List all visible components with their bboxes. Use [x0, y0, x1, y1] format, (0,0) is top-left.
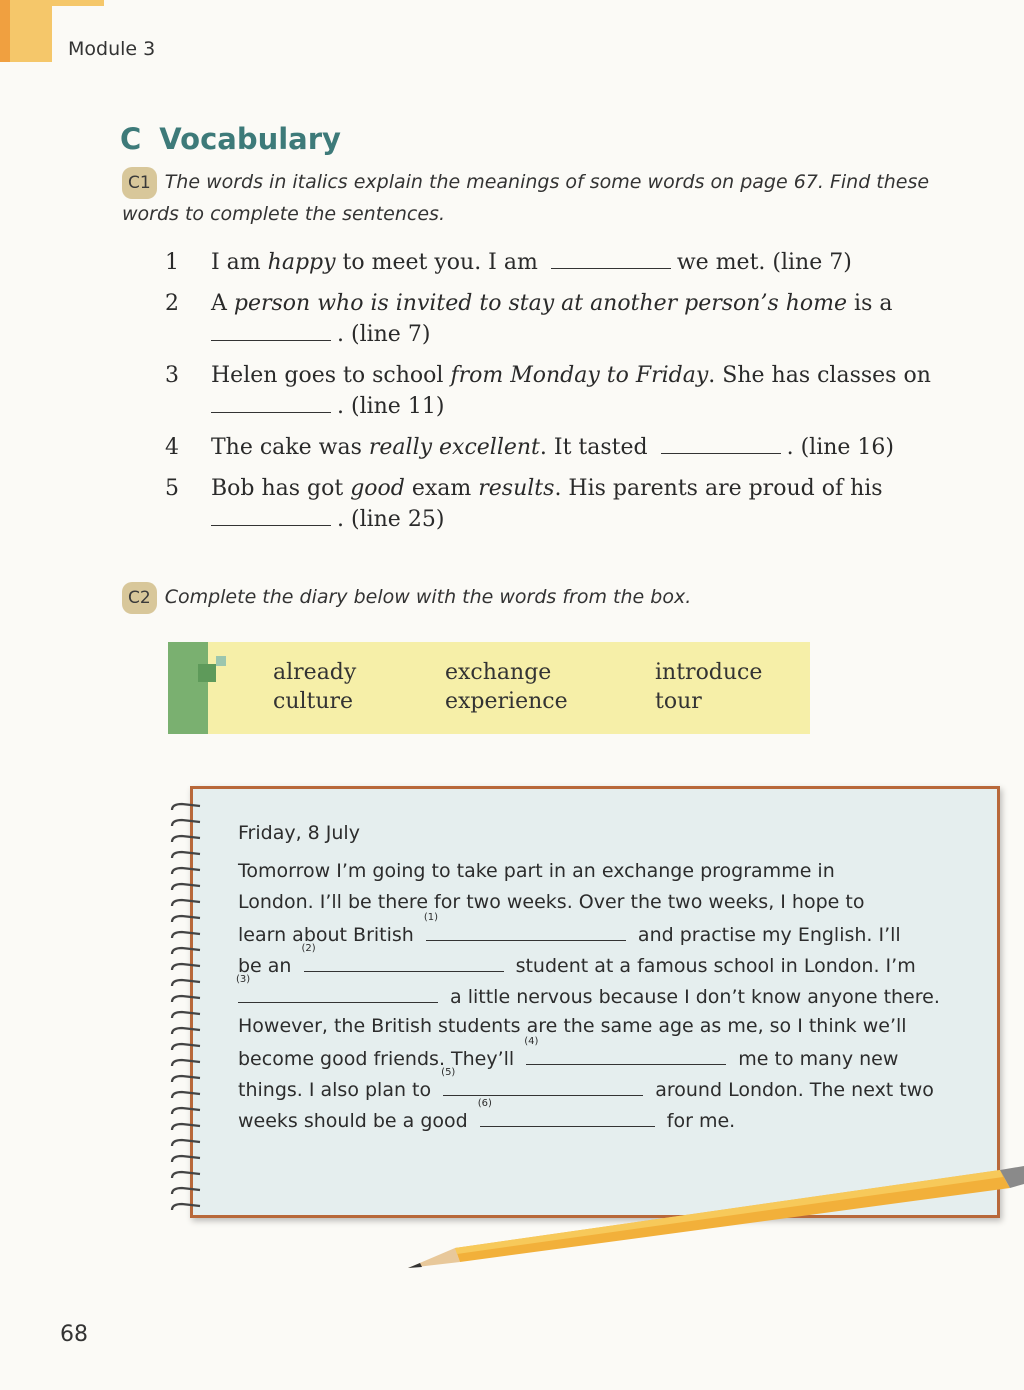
module-label: Module 3 — [68, 38, 156, 60]
spiral-coil — [172, 868, 200, 874]
exercise-item-5 — [165, 473, 965, 535]
line-reference: . (line 11) — [337, 394, 445, 419]
blank-number: (3) — [236, 974, 251, 985]
diary-line — [238, 943, 958, 980]
section-letter: C — [120, 122, 142, 156]
c1-instruction — [122, 167, 982, 229]
section-heading: Vocabulary — [159, 122, 341, 156]
spiral-coil — [172, 884, 200, 890]
exercise-number: 3 — [165, 363, 179, 388]
word-exchange: exchange — [445, 660, 552, 685]
italic-word: person who is invited to stay at another person’s home — [233, 291, 848, 316]
c1-badge: C1 — [122, 167, 157, 199]
diary-line-part: weeks should be a good — [238, 1110, 468, 1132]
diary-line — [238, 1036, 958, 1073]
diary-line — [238, 1067, 958, 1104]
c2-instruction — [122, 582, 982, 614]
diary-line: London. I’ll be there for two weeks. Over the two weeks, I hope to — [238, 891, 865, 913]
diary-line-part: things. I also plan to — [238, 1079, 432, 1101]
c1-instruction-text: The words in italics explain the meanings of some words on page 67. Find these words to complete the sentences. — [122, 171, 930, 225]
blank-number: (1) — [423, 912, 439, 923]
spiral-coil — [172, 1028, 200, 1034]
diary-blank-2[interactable] — [301, 943, 504, 972]
c2-badge: C2 — [122, 582, 157, 614]
exercise-text-part: A — [211, 291, 234, 316]
spiral-coil — [172, 916, 200, 922]
diary-line-part: be an — [238, 955, 292, 977]
spiral-coil — [172, 804, 200, 810]
word-box-small-square-icon — [216, 656, 226, 666]
spiral-coil — [172, 1172, 200, 1178]
exercise-text-part: Bob has got — [211, 476, 351, 501]
spiral-coil — [172, 1188, 200, 1194]
spiral-coil — [172, 1124, 200, 1130]
diary-line-part: around London. The next two — [655, 1079, 934, 1101]
exercise-text-part: I am — [211, 250, 268, 275]
c2-instruction-text: Complete the diary below with the words from the box. — [164, 586, 692, 608]
diary-line-part: student at a famous school in London. I’m — [515, 955, 916, 977]
exercise-item-1 — [165, 247, 965, 278]
diary-line-part: become good friends. They’ll — [238, 1048, 515, 1070]
blank-number: (2) — [301, 943, 316, 954]
answer-blank-2[interactable] — [211, 320, 331, 341]
diary-blank-5[interactable] — [441, 1067, 643, 1096]
diary-blank-3[interactable] — [236, 974, 438, 1003]
pencil-icon — [400, 1160, 1024, 1280]
answer-blank-1[interactable] — [551, 248, 671, 269]
spiral-coil — [172, 1156, 200, 1162]
blank-number: (5) — [441, 1067, 456, 1078]
diary-blank-6[interactable] — [477, 1098, 655, 1127]
exercise-text-part: to meet you. I am — [335, 250, 538, 275]
spiral-coil — [172, 996, 200, 1002]
exercise-number: 4 — [165, 435, 179, 460]
exercise-text — [211, 432, 965, 463]
answer-blank-5[interactable] — [211, 505, 331, 526]
spiral-coil — [172, 820, 200, 826]
answer-blank-4[interactable] — [661, 433, 781, 454]
word-list — [273, 660, 805, 714]
exercise-number: 1 — [165, 250, 179, 275]
exercise-text — [211, 473, 965, 535]
word-already: already — [273, 660, 357, 685]
word-box-stripe — [168, 642, 208, 734]
word-culture: culture — [273, 689, 354, 714]
exercise-text — [211, 288, 965, 350]
line-reference: . (line 25) — [337, 507, 445, 532]
italic-word: results — [478, 476, 555, 501]
spiral-coil — [172, 1012, 200, 1018]
diary-line — [236, 974, 958, 1011]
italic-word: good — [350, 476, 405, 501]
exercise-text-part: exam — [404, 476, 479, 501]
word-tour: tour — [655, 689, 702, 714]
word-box-square-icon — [198, 664, 216, 682]
spiral-coil — [172, 1140, 200, 1146]
diary-line — [238, 912, 958, 949]
exercise-number: 2 — [165, 291, 179, 316]
diary-line-part: me to many new — [738, 1048, 899, 1070]
diary-line — [238, 1098, 958, 1135]
diary-line-part: a little nervous because I don’t know anyone there. — [450, 986, 940, 1008]
exercise-item-4 — [165, 432, 965, 463]
diary-date: Friday, 8 July — [238, 822, 360, 844]
italic-word: really excellent — [368, 435, 540, 460]
exercise-text — [211, 247, 965, 278]
line-reference: we met. (line 7) — [676, 250, 852, 275]
answer-blank-3[interactable] — [211, 392, 331, 413]
exercise-text-part: . His parents are proud of his — [554, 476, 883, 501]
diary-line-part: and practise my English. I’ll — [637, 924, 901, 946]
exercise-text-part: The cake was — [211, 435, 369, 460]
exercise-text-part: . She has classes on — [708, 363, 931, 388]
exercise-text — [211, 360, 965, 422]
spiral-coil — [172, 1060, 200, 1066]
spiral-coil — [172, 1108, 200, 1114]
spiral-coil — [172, 1204, 200, 1210]
spiral-coil — [172, 1092, 200, 1098]
blank-number: (6) — [477, 1098, 492, 1109]
c1-exercise-list — [165, 247, 965, 545]
corner-decoration-edge — [0, 0, 10, 62]
exercise-number: 5 — [165, 476, 179, 501]
diary-line: Tomorrow I’m going to take part in an exchange programme in — [238, 860, 835, 882]
exercise-text-part: is a — [847, 291, 893, 316]
spiral-coil — [172, 1076, 200, 1082]
diary-line-part: for me. — [666, 1110, 736, 1132]
line-reference: . (line 7) — [337, 322, 431, 347]
corner-decoration-top — [52, 0, 104, 6]
spiral-binding-icon — [168, 800, 202, 1220]
spiral-coil — [172, 836, 200, 842]
spiral-coil — [172, 852, 200, 858]
exercise-item-3 — [165, 360, 965, 422]
word-experience: experience — [445, 689, 568, 714]
spiral-coil — [172, 932, 200, 938]
spiral-coil — [172, 948, 200, 954]
diary-blank-1[interactable] — [423, 912, 626, 941]
italic-word: happy — [267, 250, 336, 275]
line-reference: . (line 16) — [786, 435, 894, 460]
spiral-coil — [172, 964, 200, 970]
page-number: 68 — [60, 1322, 88, 1347]
spiral-coil — [172, 900, 200, 906]
spiral-coil — [172, 1044, 200, 1050]
blank-number: (4) — [524, 1036, 539, 1047]
section-title — [120, 122, 341, 156]
exercise-item-2 — [165, 288, 965, 350]
word-box — [168, 642, 810, 734]
italic-word: from Monday to Friday — [450, 363, 709, 388]
diary-line-part: learn about British — [238, 924, 414, 946]
exercise-text-part: Helen goes to school — [211, 363, 451, 388]
diary-blank-4[interactable] — [524, 1036, 726, 1065]
diary-text — [238, 822, 958, 1135]
diary-line: However, the British students are the same age as me, so I think we’ll — [238, 1015, 907, 1037]
word-introduce: introduce — [655, 660, 763, 685]
exercise-text-part: . It tasted — [539, 435, 648, 460]
spiral-coil — [172, 980, 200, 986]
